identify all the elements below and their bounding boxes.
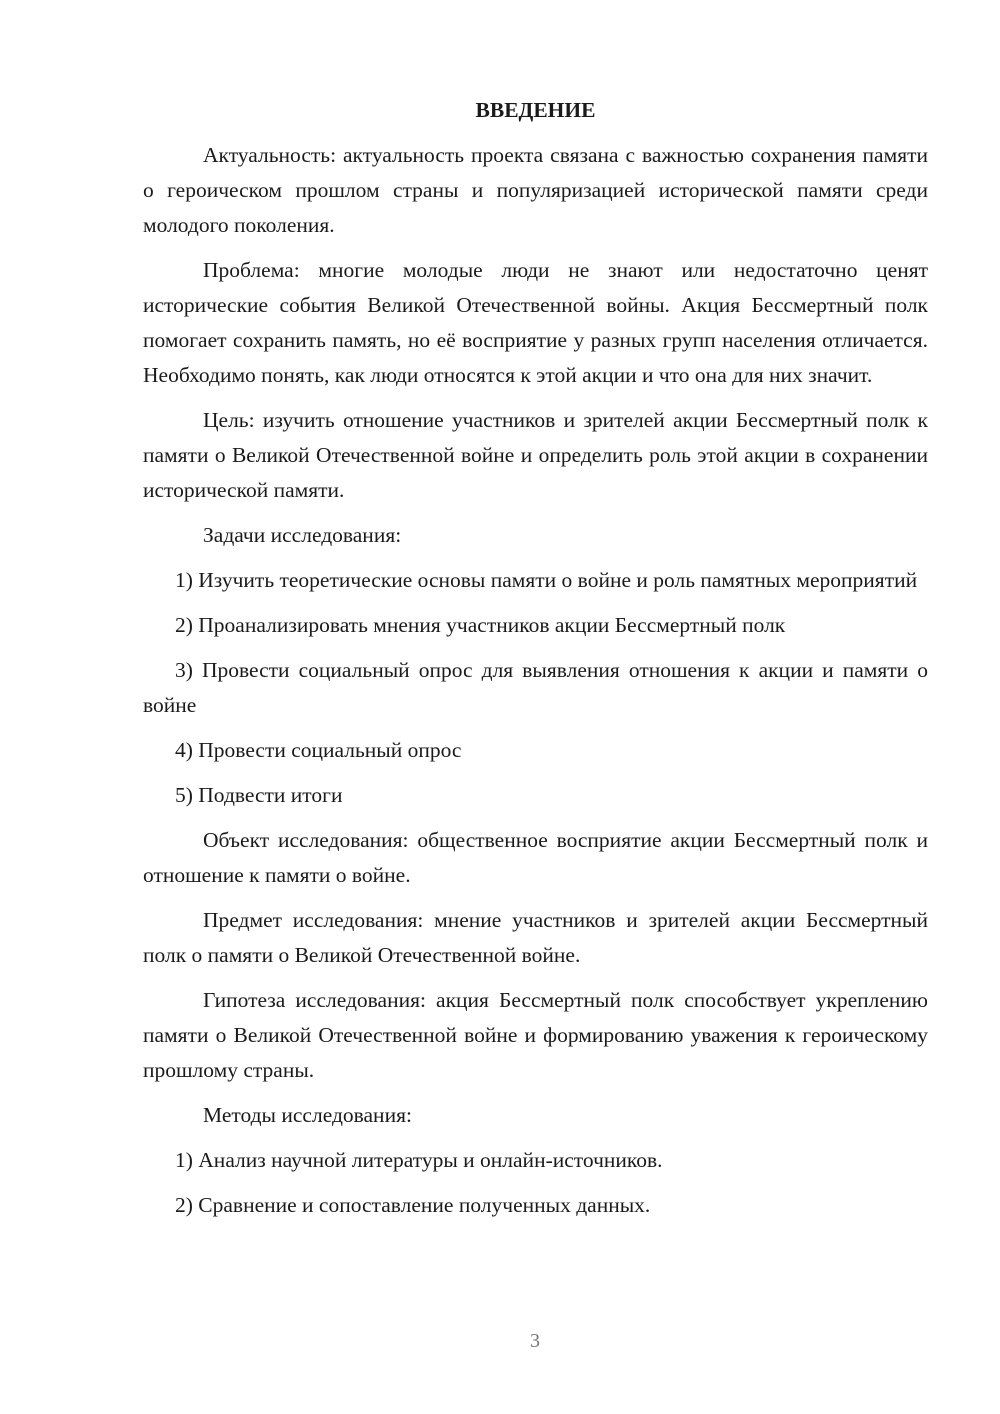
- section-heading: ВВЕДЕНИЕ: [475, 98, 596, 122]
- task-item-4: 4) Провести социальный опрос: [175, 738, 462, 762]
- paragraph-tasks-title: Задачи исследования:: [203, 523, 402, 547]
- paragraph-goal: Цель: изучить отношение участников и зрителей акции Бессмертный полк к памяти о Великой Отечественной войне и определить роль этой акции в сохранении исторической памяти.: [143, 408, 928, 502]
- paragraph-methods-title: Методы исследования:: [203, 1103, 412, 1127]
- task-item-5: 5) Подвести итоги: [175, 783, 343, 807]
- paragraph-hypothesis: Гипотеза исследования: акция Бессмертный полк способствует укреплению памяти о Великой Отечественной войне и формированию уважения к героическому прошлому страны.: [143, 988, 928, 1082]
- method-item-1: 1) Анализ научной литературы и онлайн-источников.: [175, 1148, 663, 1172]
- task-item-1: 1) Изучить теоретические основы памяти о войне и роль памятных мероприятий: [175, 568, 918, 592]
- paragraph-relevance: Актуальность: актуальность проекта связана с важностью сохранения памяти о героическом прошлом страны и популяризацией исторической памяти среди молодого поколения.: [143, 143, 928, 237]
- document-body: [143, 93, 928, 1233]
- paragraph-problem: Проблема: многие молодые люди не знают или недостаточно ценят исторические события Великой Отечественной войны. Акция Бессмертный полк помогает сохранить память, но её восприятие у разных групп населения отличается. Необходимо понять, как люди относятся к этой акции и что она для них значит.: [143, 258, 928, 387]
- task-item-3: 3) Провести социальный опрос для выявления отношения к акции и памяти о войне: [143, 658, 928, 717]
- method-item-2: 2) Сравнение и сопоставление полученных данных.: [175, 1193, 651, 1217]
- paragraph-subject: Предмет исследования: мнение участников и зрителей акции Бессмертный полк о памяти о Великой Отечественной войне.: [143, 908, 928, 967]
- page-number: 3: [530, 1330, 540, 1352]
- task-item-2: 2) Проанализировать мнения участников акции Бессмертный полк: [175, 613, 786, 637]
- paragraph-object: Объект исследования: общественное восприятие акции Бессмертный полк и отношение к памяти о войне.: [143, 828, 928, 887]
